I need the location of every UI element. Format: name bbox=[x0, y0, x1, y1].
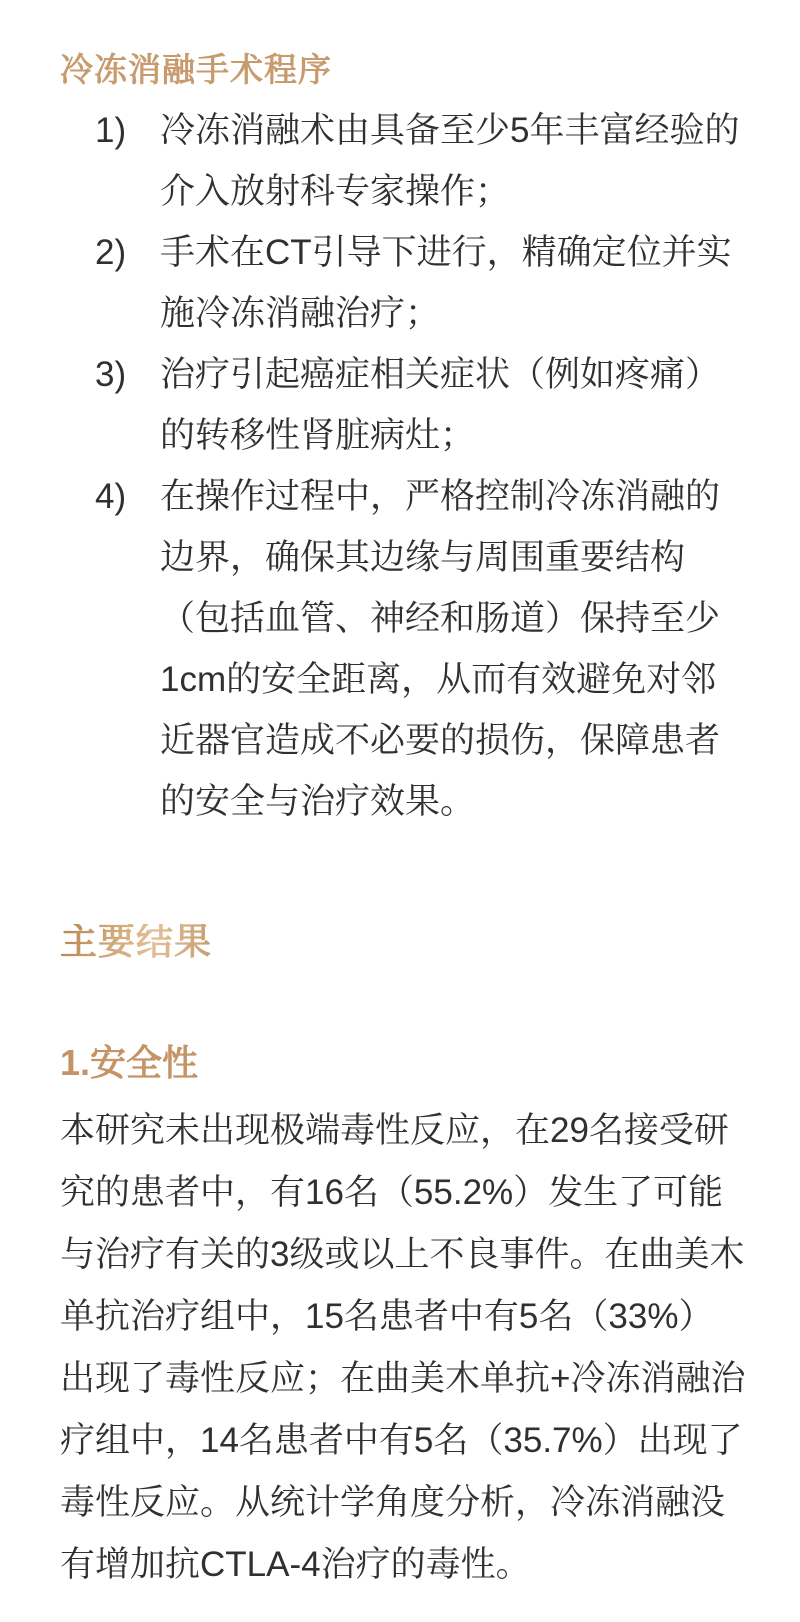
list-item-text: 冷冻消融术由具备至少5年丰富经验的介入放射科专家操作； bbox=[160, 111, 740, 211]
list-item bbox=[60, 100, 750, 222]
list-item-text: 手术在CT引导下进行，精确定位并实施冷冻消融治疗； bbox=[160, 233, 732, 333]
list-item-number: 3) bbox=[95, 355, 127, 394]
safety-subsection-heading: 1.安全性 bbox=[60, 1042, 199, 1083]
procedure-section-heading: 冷冻消融手术程序 bbox=[60, 51, 332, 88]
list-item-text: 治疗引起癌症相关症状（例如疼痛）的转移性肾脏病灶； bbox=[160, 355, 721, 455]
list-item-text: 在操作过程中，严格控制冷冻消融的边界，确保其边缘与周围重要结构（包括血管、神经和肠道）保持至少1cm的安全距离，从而有效避免对邻近器官造成不必要的损伤，保障患者的安全与治疗效果。 bbox=[160, 477, 721, 821]
safety-paragraph: 本研究未出现极端毒性反应，在29名接受研究的患者中，有16名（55.2%）发生了可能与治疗有关的3级或以上不良事件。在曲美木单抗治疗组中，15名患者中有5名（33%）出现了毒性反应；在曲美木单抗+冷冻消融治疗组中，14名患者中有5名（35.7%）出现了毒性反应。从统计学角度分析，冷冻消融没有增加抗CTLA-4治疗的毒性。 bbox=[60, 1111, 746, 1584]
list-item bbox=[60, 344, 750, 466]
list-item bbox=[60, 222, 750, 344]
list-item bbox=[60, 466, 750, 832]
list-item-number: 2) bbox=[95, 233, 127, 272]
list-item-number: 1) bbox=[95, 111, 127, 150]
list-item-number: 4) bbox=[95, 477, 127, 516]
procedure-list bbox=[60, 100, 750, 832]
results-section-heading: 主要结果 bbox=[60, 922, 212, 963]
